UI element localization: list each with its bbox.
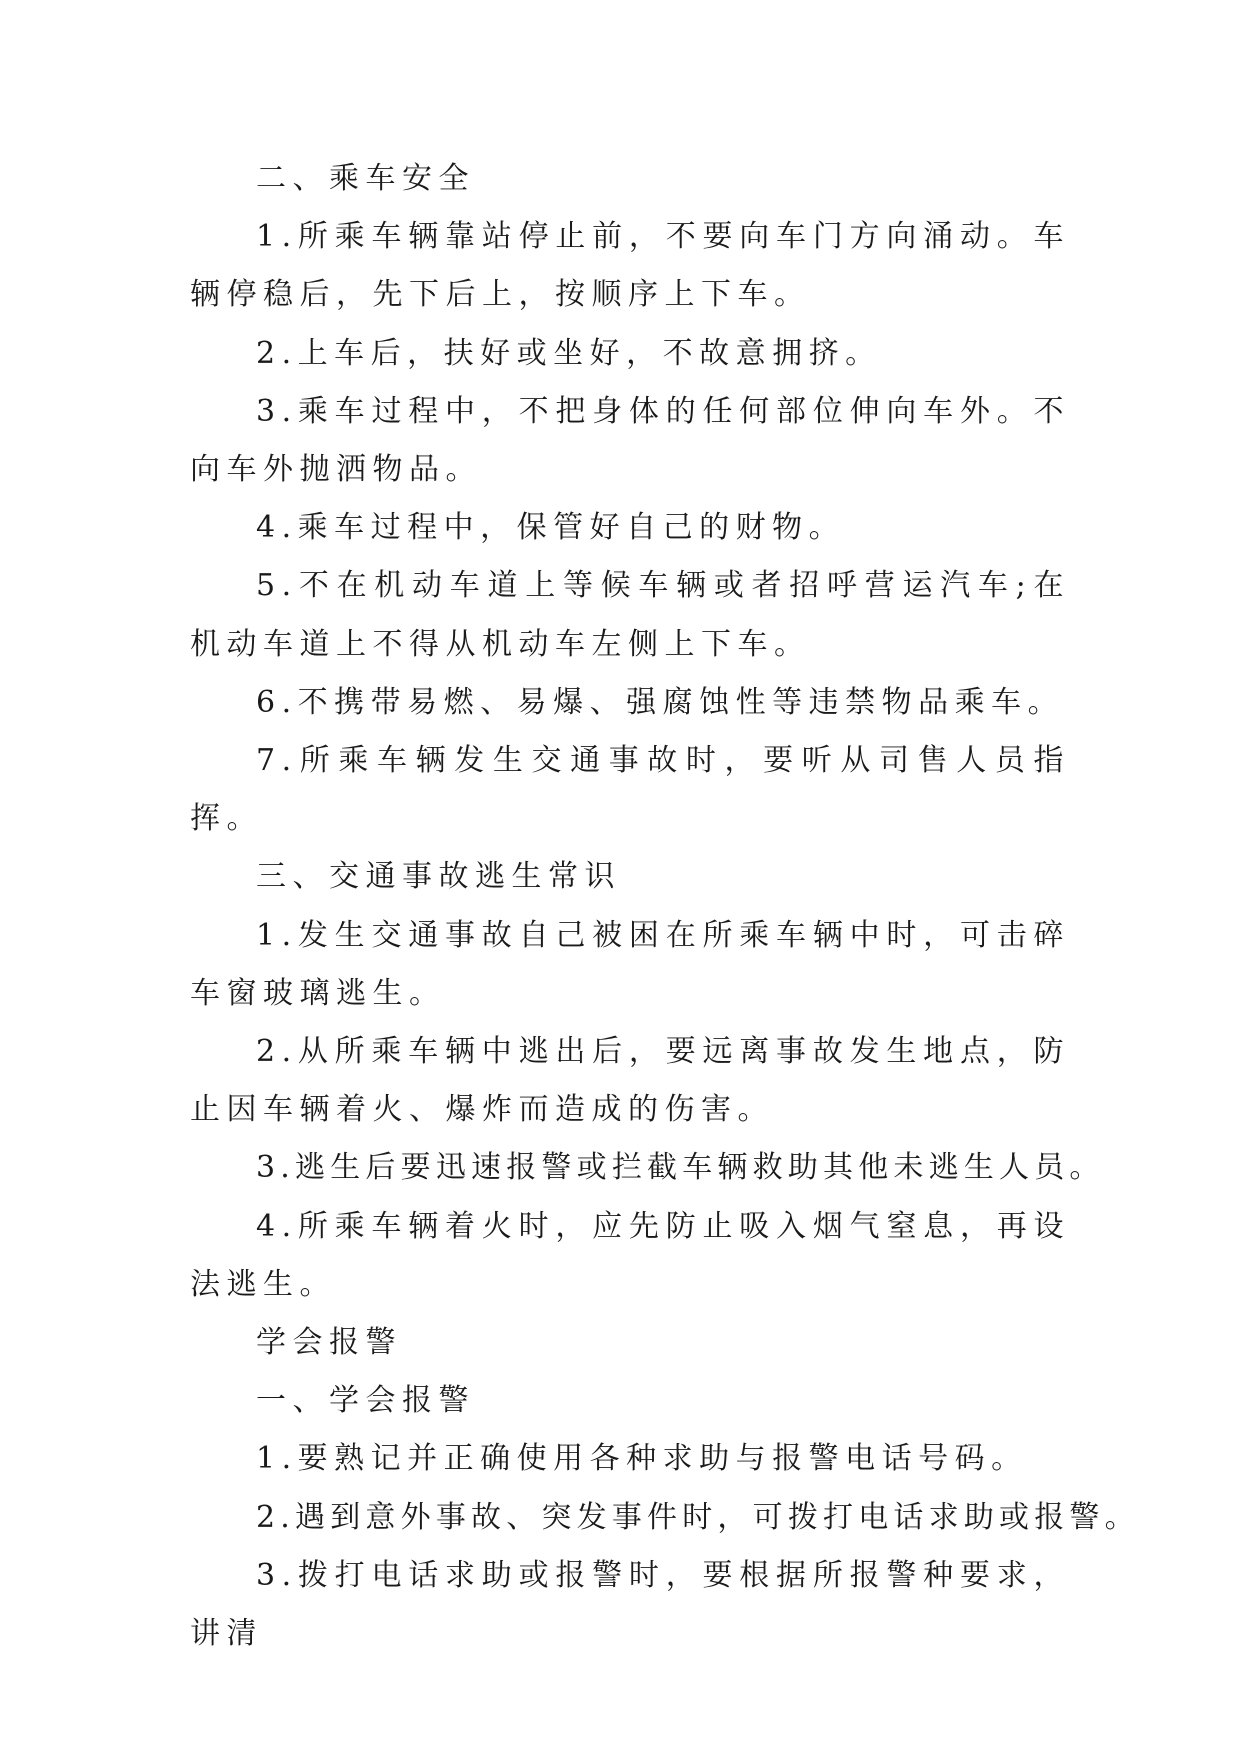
section-heading-accident-escape: 三、交通事故逃生常识 — [256, 859, 621, 895]
escape-item-2: 2.从所乘车辆中逃出后，要远离事故发生地点，防止因车辆着火、爆炸而造成的伤害。 — [190, 1034, 1070, 1128]
ride-safety-item-3: 3.乘车过程中，不把身体的任何部位伸向车外。不向车外抛洒物品。 — [190, 393, 1070, 488]
ride-safety-item-2: 2.上车后，扶好或坐好，不故意拥挤。 — [256, 335, 882, 371]
document-body — [190, 150, 1140, 1663]
escape-item-3: 3.逃生后要迅速报警或拦截车辆救助其他未逃生人员。 — [256, 1150, 1105, 1186]
report-item-3: 3.拨打电话求助或报警时，要根据所报警种要求，讲清 — [190, 1557, 1070, 1652]
ride-safety-item-5: 5.不在机动车道上等候车辆或者招呼营运汽车;在机动车道上不得从机动车左侧上下车。 — [190, 568, 1070, 662]
report-item-2: 2.遇到意外事故、突发事件时，可拨打电话求助或报警。 — [256, 1499, 1140, 1535]
ride-safety-item-7: 7.所乘车辆发生交通事故时，要听从司售人员指挥。 — [190, 743, 1070, 837]
escape-item-1: 1.发生交通事故自己被困在所乘车辆中时，可击碎车窗玻璃逃生。 — [190, 917, 1070, 1011]
section-heading-learn-to-report: 一、学会报警 — [256, 1383, 475, 1419]
section-heading-ride-safety: 二、乘车安全 — [256, 161, 475, 196]
ride-safety-item-4: 4.乘车过程中，保管好自己的财物。 — [256, 510, 846, 546]
escape-item-4: 4.所乘车辆着火时，应先防止吸入烟气窒息，再设法逃生。 — [190, 1208, 1070, 1302]
chapter-heading-learn-to-report: 学会报警 — [256, 1325, 402, 1361]
ride-safety-item-6: 6.不携带易燃、易爆、强腐蚀性等违禁物品乘车。 — [256, 684, 1065, 720]
ride-safety-item-1: 1.所乘车辆靠站停止前，不要向车门方向涌动。车辆停稳后，先下后上，按顺序上下车。 — [190, 219, 1070, 313]
report-item-1: 1.要熟记并正确使用各种求助与报警电话号码。 — [256, 1441, 1028, 1477]
